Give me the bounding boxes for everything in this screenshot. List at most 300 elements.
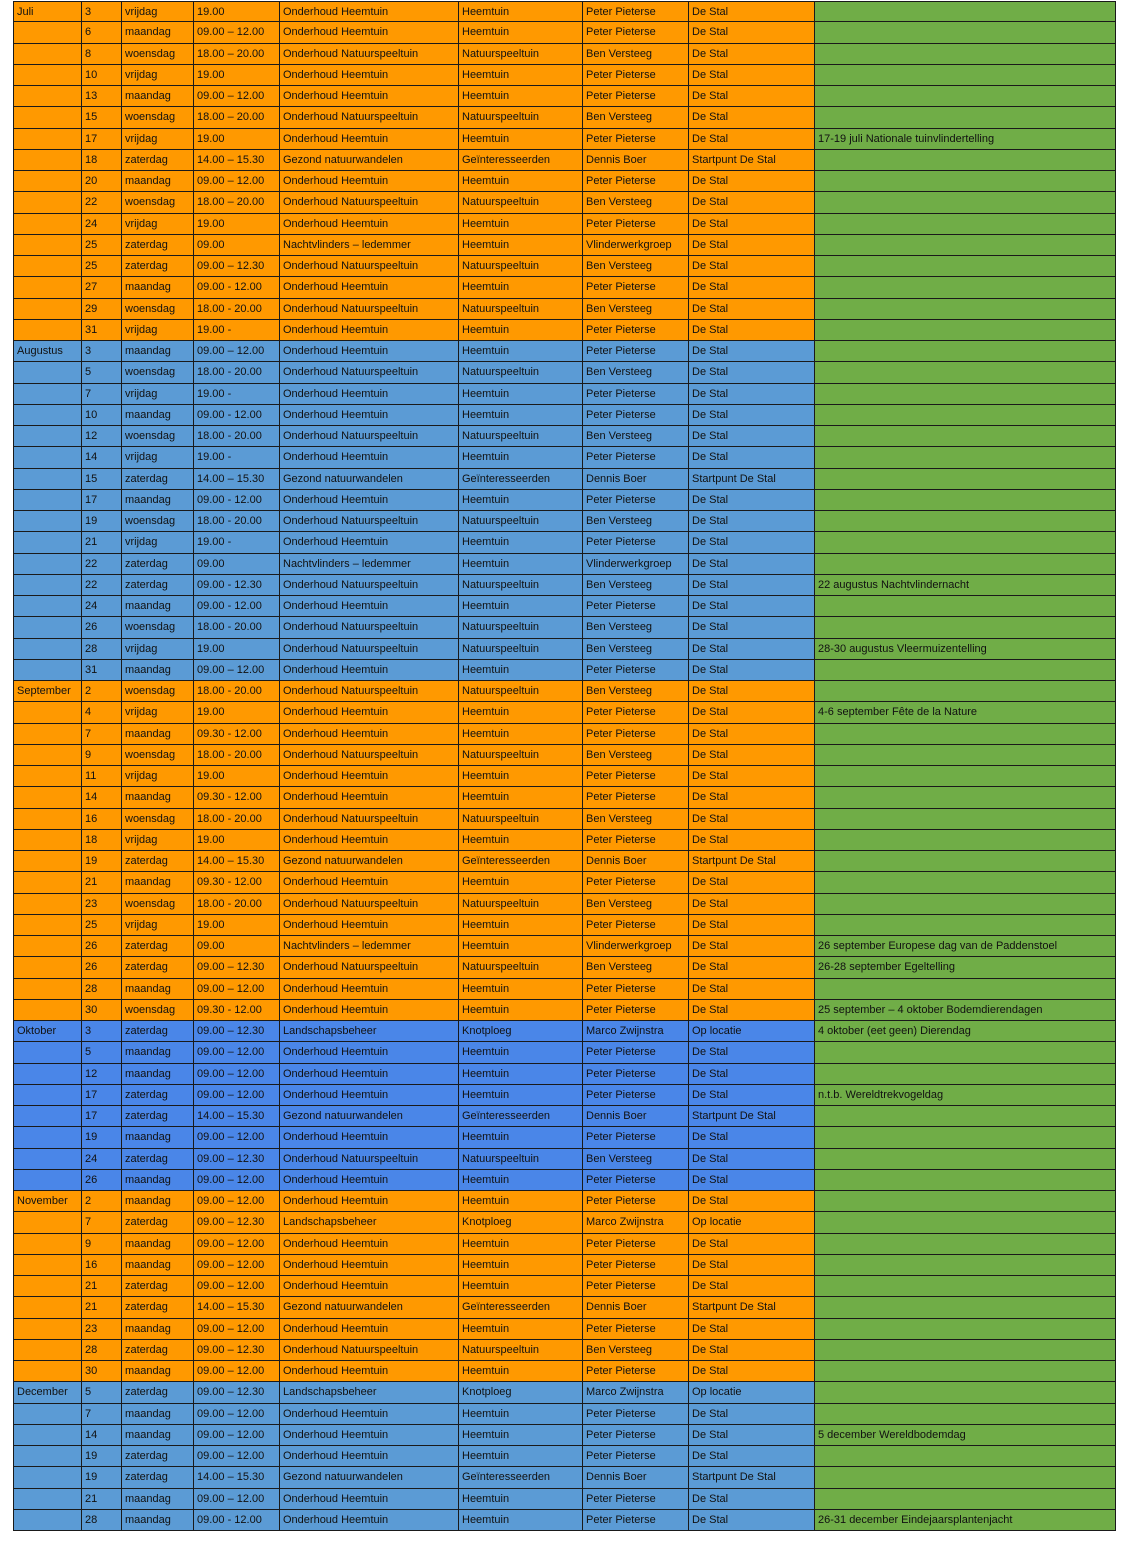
day-cell: 11 xyxy=(82,766,122,787)
contact-cell: Peter Pieterse xyxy=(583,1191,689,1212)
weekday-cell: zaterdag xyxy=(122,957,194,978)
activity-cell: Onderhoud Natuurspeeltuin xyxy=(280,809,459,830)
month-cell xyxy=(13,724,82,745)
activity-cell: Onderhoud Heemtuin xyxy=(280,1170,459,1191)
contact-cell: Dennis Boer xyxy=(583,150,689,171)
contact-cell: Peter Pieterse xyxy=(583,447,689,468)
time-cell: 14.00 – 15.30 xyxy=(194,851,280,872)
month-cell xyxy=(13,1234,82,1255)
activity-cell: Onderhoud Natuurspeeltuin xyxy=(280,362,459,383)
table-row xyxy=(13,362,1116,383)
weekday-cell: maandag xyxy=(122,872,194,893)
activity-cell: Nachtvlinders – ledemmer xyxy=(280,936,459,957)
meeting-point-cell: De Stal xyxy=(689,872,815,893)
table-row xyxy=(13,872,1116,893)
weekday-cell: vrijdag xyxy=(122,129,194,150)
note-cell xyxy=(815,107,1116,128)
contact-cell: Ben Versteeg xyxy=(583,511,689,532)
contact-cell: Ben Versteeg xyxy=(583,639,689,660)
note-cell xyxy=(815,1276,1116,1297)
contact-cell: Peter Pieterse xyxy=(583,979,689,1000)
table-row xyxy=(13,86,1116,107)
meeting-point-cell: De Stal xyxy=(689,702,815,723)
location-cell: Heemtuin xyxy=(459,1361,583,1382)
weekday-cell: zaterdag xyxy=(122,256,194,277)
contact-cell: Peter Pieterse xyxy=(583,872,689,893)
location-cell: Heemtuin xyxy=(459,1,583,22)
location-cell: Heemtuin xyxy=(459,1255,583,1276)
weekday-cell: zaterdag xyxy=(122,575,194,596)
contact-cell: Peter Pieterse xyxy=(583,214,689,235)
location-cell: Natuurspeeltuin xyxy=(459,809,583,830)
weekday-cell: zaterdag xyxy=(122,1021,194,1042)
month-cell xyxy=(13,299,82,320)
table-row xyxy=(13,766,1116,787)
meeting-point-cell: De Stal xyxy=(689,235,815,256)
note-cell xyxy=(815,1149,1116,1170)
weekday-cell: maandag xyxy=(122,171,194,192)
contact-cell: Peter Pieterse xyxy=(583,1085,689,1106)
table-row xyxy=(13,617,1116,638)
table-row xyxy=(13,447,1116,468)
month-cell xyxy=(13,469,82,490)
month-cell xyxy=(13,702,82,723)
meeting-point-cell: De Stal xyxy=(689,384,815,405)
note-cell xyxy=(815,660,1116,681)
table-row xyxy=(13,1191,1116,1212)
location-cell: Heemtuin xyxy=(459,214,583,235)
contact-cell: Peter Pieterse xyxy=(583,1000,689,1021)
day-cell: 5 xyxy=(82,1042,122,1063)
contact-cell: Ben Versteeg xyxy=(583,256,689,277)
weekday-cell: zaterdag xyxy=(122,936,194,957)
contact-cell: Peter Pieterse xyxy=(583,1425,689,1446)
location-cell: Heemtuin xyxy=(459,1446,583,1467)
weekday-cell: zaterdag xyxy=(122,1149,194,1170)
month-cell xyxy=(13,660,82,681)
day-cell: 3 xyxy=(82,1,122,22)
time-cell: 09.30 - 12.00 xyxy=(194,872,280,893)
location-cell: Heemtuin xyxy=(459,1319,583,1340)
day-cell: 19 xyxy=(82,511,122,532)
month-cell xyxy=(13,894,82,915)
location-cell: Heemtuin xyxy=(459,596,583,617)
activity-cell: Onderhoud Heemtuin xyxy=(280,702,459,723)
day-cell: 29 xyxy=(82,299,122,320)
table-row xyxy=(13,979,1116,1000)
table-row xyxy=(13,1042,1116,1063)
note-cell xyxy=(815,596,1116,617)
month-cell xyxy=(13,362,82,383)
location-cell: Natuurspeeltuin xyxy=(459,745,583,766)
activity-cell: Onderhoud Heemtuin xyxy=(280,766,459,787)
contact-cell: Peter Pieterse xyxy=(583,1234,689,1255)
activity-cell: Onderhoud Heemtuin xyxy=(280,447,459,468)
time-cell: 19.00 - xyxy=(194,384,280,405)
location-cell: Heemtuin xyxy=(459,1191,583,1212)
month-cell xyxy=(13,1000,82,1021)
contact-cell: Peter Pieterse xyxy=(583,787,689,808)
activity-cell: Gezond natuurwandelen xyxy=(280,150,459,171)
note-cell xyxy=(815,235,1116,256)
contact-cell: Peter Pieterse xyxy=(583,490,689,511)
meeting-point-cell: De Stal xyxy=(689,766,815,787)
month-cell: September xyxy=(13,681,82,702)
month-cell xyxy=(13,447,82,468)
day-cell: 21 xyxy=(82,1489,122,1510)
meeting-point-cell: De Stal xyxy=(689,532,815,553)
note-cell xyxy=(815,1382,1116,1403)
time-cell: 09.00 – 12.00 xyxy=(194,1170,280,1191)
table-row xyxy=(13,1297,1116,1318)
month-cell xyxy=(13,277,82,298)
day-cell: 26 xyxy=(82,1170,122,1191)
meeting-point-cell: De Stal xyxy=(689,809,815,830)
month-cell xyxy=(13,235,82,256)
month-cell xyxy=(13,915,82,936)
note-cell xyxy=(815,830,1116,851)
location-cell: Natuurspeeltuin xyxy=(459,299,583,320)
month-cell xyxy=(13,1106,82,1127)
table-row xyxy=(13,1149,1116,1170)
weekday-cell: maandag xyxy=(122,86,194,107)
month-cell xyxy=(13,150,82,171)
table-row xyxy=(13,1,1116,22)
activity-cell: Onderhoud Natuurspeeltuin xyxy=(280,44,459,65)
meeting-point-cell: De Stal xyxy=(689,341,815,362)
meeting-point-cell: De Stal xyxy=(689,1425,815,1446)
weekday-cell: woensdag xyxy=(122,107,194,128)
weekday-cell: vrijdag xyxy=(122,532,194,553)
day-cell: 6 xyxy=(82,22,122,43)
time-cell: 09.00 – 12.30 xyxy=(194,957,280,978)
table-row xyxy=(13,1382,1116,1403)
location-cell: Geïnteresseerden xyxy=(459,851,583,872)
note-cell xyxy=(815,299,1116,320)
month-cell xyxy=(13,809,82,830)
location-cell: Heemtuin xyxy=(459,766,583,787)
weekday-cell: maandag xyxy=(122,405,194,426)
day-cell: 9 xyxy=(82,745,122,766)
note-cell xyxy=(815,1404,1116,1425)
contact-cell: Peter Pieterse xyxy=(583,1042,689,1063)
month-cell xyxy=(13,532,82,553)
day-cell: 31 xyxy=(82,660,122,681)
note-cell xyxy=(815,554,1116,575)
activity-cell: Nachtvlinders – ledemmer xyxy=(280,235,459,256)
month-cell xyxy=(13,384,82,405)
table-row xyxy=(13,107,1116,128)
month-cell xyxy=(13,171,82,192)
table-row xyxy=(13,235,1116,256)
table-row xyxy=(13,809,1116,830)
month-cell xyxy=(13,639,82,660)
time-cell: 18.00 - 20.00 xyxy=(194,745,280,766)
day-cell: 12 xyxy=(82,426,122,447)
contact-cell: Peter Pieterse xyxy=(583,702,689,723)
location-cell: Heemtuin xyxy=(459,1170,583,1191)
month-cell xyxy=(13,1404,82,1425)
contact-cell: Dennis Boer xyxy=(583,469,689,490)
note-cell xyxy=(815,979,1116,1000)
month-cell xyxy=(13,256,82,277)
table-row xyxy=(13,150,1116,171)
day-cell: 28 xyxy=(82,979,122,1000)
day-cell: 28 xyxy=(82,639,122,660)
contact-cell: Dennis Boer xyxy=(583,1467,689,1488)
location-cell: Heemtuin xyxy=(459,787,583,808)
note-cell xyxy=(815,362,1116,383)
month-cell xyxy=(13,766,82,787)
location-cell: Natuurspeeltuin xyxy=(459,575,583,596)
day-cell: 15 xyxy=(82,107,122,128)
day-cell: 27 xyxy=(82,277,122,298)
time-cell: 18.00 - 20.00 xyxy=(194,426,280,447)
meeting-point-cell: De Stal xyxy=(689,362,815,383)
location-cell: Natuurspeeltuin xyxy=(459,192,583,213)
activity-cell: Onderhoud Heemtuin xyxy=(280,1361,459,1382)
weekday-cell: vrijdag xyxy=(122,1,194,22)
note-cell xyxy=(815,1106,1116,1127)
day-cell: 19 xyxy=(82,1446,122,1467)
weekday-cell: woensdag xyxy=(122,426,194,447)
contact-cell: Vlinderwerkgroep xyxy=(583,936,689,957)
month-cell xyxy=(13,1297,82,1318)
weekday-cell: zaterdag xyxy=(122,150,194,171)
contact-cell: Ben Versteeg xyxy=(583,1340,689,1361)
time-cell: 19.00 xyxy=(194,702,280,723)
time-cell: 09.00 – 12.00 xyxy=(194,1191,280,1212)
note-cell xyxy=(815,192,1116,213)
time-cell: 09.00 – 12.30 xyxy=(194,256,280,277)
location-cell: Knotploeg xyxy=(459,1382,583,1403)
time-cell: 09.00 – 12.00 xyxy=(194,1234,280,1255)
time-cell: 18.00 – 20.00 xyxy=(194,44,280,65)
activity-cell: Onderhoud Heemtuin xyxy=(280,1000,459,1021)
note-cell xyxy=(815,851,1116,872)
location-cell: Heemtuin xyxy=(459,22,583,43)
weekday-cell: maandag xyxy=(122,1234,194,1255)
time-cell: 19.00 xyxy=(194,65,280,86)
time-cell: 19.00 - xyxy=(194,447,280,468)
activity-cell: Onderhoud Natuurspeeltuin xyxy=(280,299,459,320)
table-row xyxy=(13,299,1116,320)
location-cell: Heemtuin xyxy=(459,384,583,405)
note-cell xyxy=(815,320,1116,341)
note-cell xyxy=(815,766,1116,787)
day-cell: 23 xyxy=(82,894,122,915)
note-cell xyxy=(815,341,1116,362)
contact-cell: Peter Pieterse xyxy=(583,1510,689,1531)
day-cell: 25 xyxy=(82,915,122,936)
location-cell: Heemtuin xyxy=(459,1085,583,1106)
note-cell: 26-31 december Eindejaarsplantenjacht xyxy=(815,1510,1116,1531)
location-cell: Heemtuin xyxy=(459,872,583,893)
contact-cell: Ben Versteeg xyxy=(583,575,689,596)
month-cell xyxy=(13,1467,82,1488)
time-cell: 09.00 – 12.30 xyxy=(194,1382,280,1403)
month-cell xyxy=(13,1127,82,1148)
weekday-cell: maandag xyxy=(122,341,194,362)
time-cell: 09.00 – 12.00 xyxy=(194,1425,280,1446)
note-cell xyxy=(815,22,1116,43)
contact-cell: Ben Versteeg xyxy=(583,809,689,830)
month-cell xyxy=(13,1276,82,1297)
meeting-point-cell: De Stal xyxy=(689,214,815,235)
meeting-point-cell: De Stal xyxy=(689,1489,815,1510)
time-cell: 09.00 – 12.00 xyxy=(194,1319,280,1340)
meeting-point-cell: De Stal xyxy=(689,1170,815,1191)
location-cell: Natuurspeeltuin xyxy=(459,362,583,383)
day-cell: 26 xyxy=(82,936,122,957)
time-cell: 09.00 – 12.00 xyxy=(194,1127,280,1148)
location-cell: Natuurspeeltuin xyxy=(459,44,583,65)
time-cell: 18.00 - 20.00 xyxy=(194,362,280,383)
location-cell: Heemtuin xyxy=(459,1000,583,1021)
day-cell: 22 xyxy=(82,575,122,596)
time-cell: 09.00 – 12.00 xyxy=(194,1064,280,1085)
contact-cell: Peter Pieterse xyxy=(583,1127,689,1148)
contact-cell: Peter Pieterse xyxy=(583,171,689,192)
time-cell: 09.00 – 12.00 xyxy=(194,1446,280,1467)
meeting-point-cell: De Stal xyxy=(689,447,815,468)
location-cell: Heemtuin xyxy=(459,1404,583,1425)
day-cell: 13 xyxy=(82,86,122,107)
location-cell: Heemtuin xyxy=(459,724,583,745)
table-row xyxy=(13,1446,1116,1467)
location-cell: Geïnteresseerden xyxy=(459,469,583,490)
location-cell: Natuurspeeltuin xyxy=(459,426,583,447)
month-cell: December xyxy=(13,1382,82,1403)
time-cell: 19.00 xyxy=(194,830,280,851)
time-cell: 18.00 – 20.00 xyxy=(194,107,280,128)
weekday-cell: zaterdag xyxy=(122,235,194,256)
note-cell xyxy=(815,724,1116,745)
contact-cell: Peter Pieterse xyxy=(583,596,689,617)
month-cell: Augustus xyxy=(13,341,82,362)
activity-cell: Onderhoud Heemtuin xyxy=(280,129,459,150)
weekday-cell: vrijdag xyxy=(122,702,194,723)
meeting-point-cell: De Stal xyxy=(689,1085,815,1106)
time-cell: 18.00 - 20.00 xyxy=(194,511,280,532)
table-row xyxy=(13,1106,1116,1127)
day-cell: 18 xyxy=(82,830,122,851)
note-cell xyxy=(815,1064,1116,1085)
meeting-point-cell: De Stal xyxy=(689,1127,815,1148)
day-cell: 21 xyxy=(82,532,122,553)
activity-cell: Onderhoud Natuurspeeltuin xyxy=(280,575,459,596)
contact-cell: Ben Versteeg xyxy=(583,107,689,128)
weekday-cell: maandag xyxy=(122,490,194,511)
weekday-cell: vrijdag xyxy=(122,320,194,341)
activity-cell: Gezond natuurwandelen xyxy=(280,1467,459,1488)
time-cell: 18.00 - 20.00 xyxy=(194,617,280,638)
location-cell: Natuurspeeltuin xyxy=(459,681,583,702)
day-cell: 5 xyxy=(82,1382,122,1403)
activity-cell: Onderhoud Natuurspeeltuin xyxy=(280,426,459,447)
meeting-point-cell: De Stal xyxy=(689,511,815,532)
meeting-point-cell: De Stal xyxy=(689,639,815,660)
contact-cell: Peter Pieterse xyxy=(583,1489,689,1510)
day-cell: 19 xyxy=(82,851,122,872)
note-cell: 22 augustus Nachtvlindernacht xyxy=(815,575,1116,596)
activity-cell: Onderhoud Heemtuin xyxy=(280,787,459,808)
time-cell: 14.00 – 15.30 xyxy=(194,1297,280,1318)
day-cell: 14 xyxy=(82,447,122,468)
time-cell: 09.00 – 12.30 xyxy=(194,1021,280,1042)
contact-cell: Marco Zwijnstra xyxy=(583,1212,689,1233)
day-cell: 18 xyxy=(82,150,122,171)
month-cell xyxy=(13,575,82,596)
meeting-point-cell: De Stal xyxy=(689,320,815,341)
location-cell: Heemtuin xyxy=(459,1234,583,1255)
note-cell xyxy=(815,1467,1116,1488)
month-cell xyxy=(13,65,82,86)
contact-cell: Peter Pieterse xyxy=(583,766,689,787)
table-row xyxy=(13,1340,1116,1361)
note-cell xyxy=(815,787,1116,808)
meeting-point-cell: De Stal xyxy=(689,1340,815,1361)
note-cell xyxy=(815,1,1116,22)
weekday-cell: zaterdag xyxy=(122,1382,194,1403)
time-cell: 19.00 xyxy=(194,766,280,787)
contact-cell: Peter Pieterse xyxy=(583,1,689,22)
contact-cell: Dennis Boer xyxy=(583,1106,689,1127)
weekday-cell: maandag xyxy=(122,787,194,808)
contact-cell: Peter Pieterse xyxy=(583,915,689,936)
table-row xyxy=(13,745,1116,766)
day-cell: 3 xyxy=(82,1021,122,1042)
activity-cell: Onderhoud Heemtuin xyxy=(280,660,459,681)
location-cell: Natuurspeeltuin xyxy=(459,957,583,978)
time-cell: 09.00 xyxy=(194,554,280,575)
table-row xyxy=(13,1489,1116,1510)
location-cell: Heemtuin xyxy=(459,1042,583,1063)
contact-cell: Ben Versteeg xyxy=(583,894,689,915)
note-cell xyxy=(815,1042,1116,1063)
note-cell xyxy=(815,1170,1116,1191)
month-cell xyxy=(13,936,82,957)
activity-cell: Onderhoud Heemtuin xyxy=(280,1276,459,1297)
month-cell xyxy=(13,617,82,638)
activity-cell: Gezond natuurwandelen xyxy=(280,1106,459,1127)
weekday-cell: maandag xyxy=(122,1170,194,1191)
note-cell: 4-6 september Fête de la Nature xyxy=(815,702,1116,723)
activity-cell: Onderhoud Heemtuin xyxy=(280,1489,459,1510)
activity-cell: Onderhoud Natuurspeeltuin xyxy=(280,1340,459,1361)
note-cell xyxy=(815,1191,1116,1212)
activity-cell: Onderhoud Heemtuin xyxy=(280,1255,459,1276)
contact-cell: Ben Versteeg xyxy=(583,192,689,213)
table-row xyxy=(13,1021,1116,1042)
table-row xyxy=(13,214,1116,235)
day-cell: 22 xyxy=(82,554,122,575)
note-cell xyxy=(815,1212,1116,1233)
time-cell: 18.00 - 20.00 xyxy=(194,809,280,830)
note-cell xyxy=(815,1234,1116,1255)
contact-cell: Vlinderwerkgroep xyxy=(583,554,689,575)
table-row xyxy=(13,894,1116,915)
month-cell xyxy=(13,86,82,107)
time-cell: 14.00 – 15.30 xyxy=(194,1467,280,1488)
location-cell: Heemtuin xyxy=(459,532,583,553)
table-row xyxy=(13,1510,1116,1531)
table-row xyxy=(13,681,1116,702)
weekday-cell: woensdag xyxy=(122,192,194,213)
table-row xyxy=(13,1276,1116,1297)
activity-cell: Landschapsbeheer xyxy=(280,1382,459,1403)
note-cell xyxy=(815,44,1116,65)
